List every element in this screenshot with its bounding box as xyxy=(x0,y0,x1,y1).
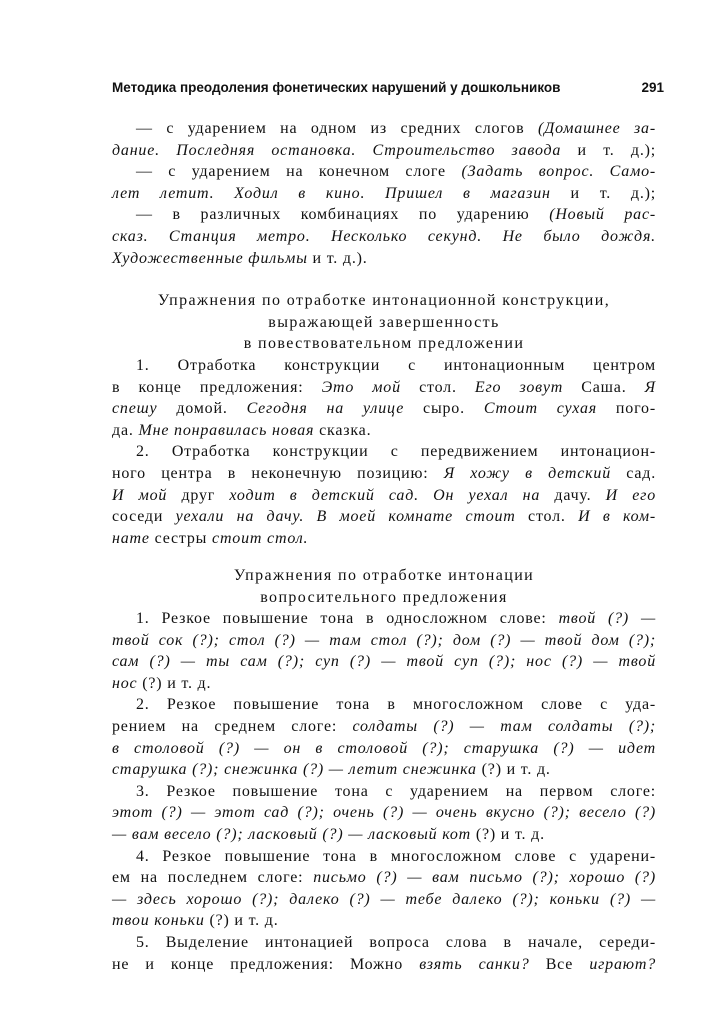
text-line xyxy=(112,183,656,205)
italic-example: взять санки? xyxy=(419,955,530,973)
text-run: Все xyxy=(529,955,590,973)
text-line xyxy=(112,226,656,248)
italic-example: Его зовут xyxy=(474,378,564,396)
italic-example: играют? xyxy=(589,955,656,973)
text-run: сестры xyxy=(149,529,213,547)
italic-example: И в ком- xyxy=(578,508,656,526)
italic-example: Стоит сухая xyxy=(483,400,597,418)
text-line xyxy=(112,161,656,183)
text-run: ем на последнем слоге: xyxy=(112,869,314,887)
text-line xyxy=(112,954,656,976)
italic-example: сказ. Станция метро. Несколько секунд. Не было дождя. xyxy=(112,227,656,245)
text-line xyxy=(112,118,656,140)
italic-example: в столовой (?) — он в столовой (?); старушка (?) — идет xyxy=(112,739,656,757)
italic-example: Мне понравилась новая xyxy=(138,421,315,439)
text-run: (?) и т. д. xyxy=(471,825,545,843)
italic-example: Художественные фильмы xyxy=(112,249,308,267)
text-run: соседи xyxy=(112,508,176,526)
running-title: Методика преодоления фонетических нарушений у дошкольников xyxy=(112,80,561,95)
text-line xyxy=(112,759,656,781)
italic-example: — здесь хорошо (?); далеко (?) — тебе далеко (?); коньки (?) — xyxy=(112,890,656,908)
text-run: (?) и т. д. xyxy=(137,674,212,692)
text-run: стол. xyxy=(400,378,475,396)
text-run: и т. д.); xyxy=(550,184,657,202)
text-run: друг xyxy=(167,486,230,504)
text-line xyxy=(112,248,656,270)
section-heading-interrogative xyxy=(112,565,656,608)
text-line xyxy=(112,694,656,716)
text-line xyxy=(112,846,656,868)
italic-example: твой сок (?); стол (?) — там стол (?); дом (?) — твой дом (?); xyxy=(112,631,656,649)
text-run: Саша. xyxy=(563,378,645,396)
section-interrogative-body xyxy=(112,608,656,975)
text-line xyxy=(112,485,656,507)
text-line xyxy=(112,630,656,652)
text-run: — с ударением на конечном слоге xyxy=(136,163,462,181)
text-line xyxy=(112,716,656,738)
italic-example: — вам весело (?); ласковый (?) — ласковый кот xyxy=(112,825,472,843)
italic-example: нос xyxy=(112,674,138,692)
italic-example: Я xyxy=(644,378,656,396)
text-run: сад. xyxy=(611,464,657,482)
section-declarative-body xyxy=(112,355,656,549)
text-run: сыро. xyxy=(404,400,484,418)
text-run: в конце предложения: xyxy=(112,378,322,396)
text-run: 3. Резкое повышение тона с ударением на первом слоге: xyxy=(136,782,656,800)
italic-example: этот (?) — этот сад (?); очень (?) — очень вкусно (?); весело (?) xyxy=(112,804,656,822)
italic-example: (Новый рас- xyxy=(549,206,656,224)
text-run: 2. Резкое повышение тона в многосложном слове с уда- xyxy=(136,696,656,714)
section-heading-declarative xyxy=(112,290,656,355)
text-line xyxy=(112,355,656,377)
heading-line: Упражнения по отработке интонационной конструкции, xyxy=(157,292,611,309)
text-line xyxy=(112,824,656,846)
text-line xyxy=(112,910,656,932)
italic-example: Сегодня на улице xyxy=(246,400,405,418)
text-run: 5. Выделение интонацией вопроса слова в начале, середи- xyxy=(136,933,656,951)
text-run: — с ударением на одном из средних слогов xyxy=(136,120,538,137)
italic-example: дание. Последняя остановка. Строительство завода xyxy=(112,141,562,159)
text-run: 2. Отработка конструкции с передвижением интонацион- xyxy=(136,443,656,461)
text-line xyxy=(112,463,656,485)
text-line xyxy=(112,608,656,630)
text-run: пого- xyxy=(596,400,656,418)
text-run: и т. д.); xyxy=(561,141,657,159)
heading-line: в повествовательном предложении xyxy=(243,335,525,353)
text-run: 1. Резкое повышение тона в односложном слове: xyxy=(136,610,559,627)
italic-example: нате xyxy=(112,529,150,547)
text-line xyxy=(112,889,656,911)
italic-example: сам (?) — ты сам (?); суп (?) — твой суп (?); нос (?) — твой xyxy=(112,653,656,671)
text-run: ного центра в неконечную позицию: xyxy=(112,464,444,482)
heading-line: выражающей завершенность xyxy=(268,313,500,331)
italic-example: И его xyxy=(605,486,657,504)
italic-example: ходит в детский сад. Он уехал на xyxy=(229,486,541,504)
text-line xyxy=(112,204,656,226)
text-line xyxy=(112,420,656,442)
italic-example: Я хожу в детский xyxy=(443,464,611,482)
text-run: дачу. xyxy=(540,486,606,504)
text-run: 1. Отработка конструкции с интонационным центром xyxy=(136,357,656,374)
heading-line: Упражнения по отработке интонации xyxy=(233,567,535,584)
italic-example: уехали на дачу. В моей комнате стоит xyxy=(175,508,516,526)
text-line xyxy=(112,377,656,399)
text-run: стол. xyxy=(515,508,579,526)
text-line xyxy=(112,140,656,162)
text-line xyxy=(112,932,656,954)
text-run: (?) и т. д. xyxy=(204,912,279,930)
text-line xyxy=(112,673,656,695)
text-run: сказка. xyxy=(314,421,372,439)
text-line xyxy=(112,738,656,760)
text-run: и т. д.). xyxy=(307,249,368,267)
italic-example: стоит стол. xyxy=(212,529,309,547)
text-line xyxy=(112,506,656,528)
italic-example: (Домашнее за- xyxy=(537,120,656,137)
page-number: 291 xyxy=(641,80,664,95)
text-run: 4. Резкое повышение тона в многосложном слове с ударени- xyxy=(136,847,656,865)
text-run: домой. xyxy=(157,400,247,418)
italic-example: И мой xyxy=(112,486,168,504)
text-line xyxy=(112,398,656,420)
text-line xyxy=(112,651,656,673)
heading-line: вопросительного предложения xyxy=(260,588,508,606)
italic-example: твой (?) — xyxy=(558,610,656,627)
italic-example: лет летит. Ходил в кино. Пришел в магазин xyxy=(112,184,551,202)
intro-paragraphs xyxy=(112,118,656,269)
text-run: не и конце предложения: Можно xyxy=(112,955,420,973)
text-run: (?) и т. д. xyxy=(476,761,551,779)
text-run: — в различных комбинациях по ударению xyxy=(136,206,550,224)
running-header xyxy=(112,80,664,95)
text-line xyxy=(112,781,656,803)
italic-example: (Задать вопрос. Само- xyxy=(461,163,657,181)
text-line xyxy=(112,867,656,889)
text-line xyxy=(112,441,656,463)
italic-example: солдаты (?) — там солдаты (?); xyxy=(352,717,657,735)
text-run: да. xyxy=(112,421,139,439)
text-line xyxy=(112,528,656,550)
italic-example: спешу xyxy=(112,400,158,418)
italic-example: письмо (?) — вам письмо (?); хорошо (?) xyxy=(313,869,656,887)
italic-example: старушка (?); снежинка (?) — летит снежинка xyxy=(112,761,477,779)
text-line xyxy=(112,802,656,824)
text-run: рением на среднем слоге: xyxy=(112,717,353,735)
italic-example: Это мой xyxy=(321,378,401,396)
italic-example: твои коньки xyxy=(112,912,205,930)
